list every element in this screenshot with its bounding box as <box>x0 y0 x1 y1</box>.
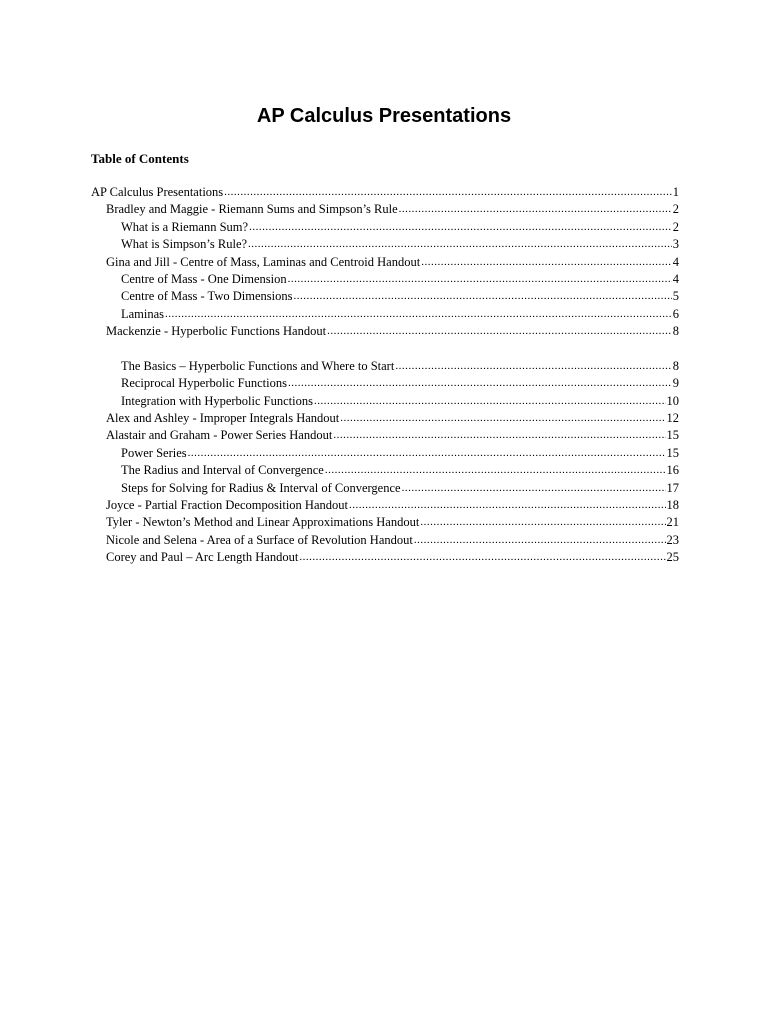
toc-entry[interactable] <box>91 532 679 549</box>
toc-dot-leader <box>314 393 666 410</box>
toc-entry-title: Alex and Ashley - Improper Integrals Handout <box>106 411 340 426</box>
toc-entry[interactable] <box>91 236 679 253</box>
toc-entry-title: What is Simpson’s Rule? <box>121 237 248 252</box>
toc-entry[interactable] <box>91 549 679 566</box>
toc-entry-page: 2 <box>672 219 679 234</box>
toc-dot-leader <box>399 201 672 218</box>
toc-dot-leader <box>248 236 672 253</box>
toc-entry-page: 4 <box>672 271 679 286</box>
toc-entry-page: 12 <box>666 411 679 426</box>
toc-dot-leader <box>333 427 665 444</box>
toc-entry-page: 15 <box>666 428 679 443</box>
toc-entry-title: Alastair and Graham - Power Series Handout <box>106 428 333 443</box>
toc-entry[interactable] <box>91 254 679 271</box>
toc-entry[interactable] <box>91 375 679 392</box>
toc-entry[interactable] <box>91 306 679 323</box>
toc-entry-title: Centre of Mass - One Dimension <box>121 271 287 286</box>
toc-dot-leader <box>165 306 672 323</box>
toc-entry-page: 9 <box>672 376 679 391</box>
toc-entry-title: The Basics – Hyperbolic Functions and Where to Start <box>121 358 395 373</box>
toc-dot-leader <box>402 480 666 497</box>
toc-entry[interactable] <box>91 480 679 497</box>
toc-entry-title: Corey and Paul – Arc Length Handout <box>106 550 299 565</box>
toc-dot-leader <box>340 410 665 427</box>
toc-dot-leader <box>420 514 665 531</box>
table-of-contents <box>91 184 679 567</box>
toc-entry-page: 2 <box>672 202 679 217</box>
toc-dot-leader <box>299 549 665 566</box>
toc-entry[interactable] <box>91 497 679 514</box>
toc-dot-leader <box>288 375 672 392</box>
toc-entry[interactable] <box>91 288 679 305</box>
toc-entry[interactable] <box>91 445 679 462</box>
toc-dot-leader <box>249 219 672 236</box>
document-title: AP Calculus Presentations <box>256 105 512 127</box>
toc-entry-title: What is a Riemann Sum? <box>121 219 249 234</box>
toc-heading: Table of Contents <box>91 151 189 166</box>
toc-dot-leader <box>327 323 672 340</box>
toc-entry-page: 6 <box>672 306 679 321</box>
toc-entry-page: 8 <box>672 358 679 373</box>
toc-entry-title: Integration with Hyperbolic Functions <box>121 393 313 408</box>
toc-entry[interactable] <box>91 462 679 479</box>
toc-dot-leader <box>288 271 672 288</box>
toc-entry-page: 15 <box>666 445 679 460</box>
toc-entry[interactable] <box>91 201 679 218</box>
toc-dot-leader <box>414 532 666 549</box>
toc-entry-title: Nicole and Selena - Area of a Surface of Revolution Handout <box>106 532 413 547</box>
toc-dot-leader <box>293 288 671 305</box>
toc-entry-title: Reciprocal Hyperbolic Functions <box>121 376 287 391</box>
toc-entry-title: AP Calculus Presentations <box>91 185 224 199</box>
toc-entry-title: Joyce - Partial Fraction Decomposition Handout <box>106 498 348 513</box>
toc-entry-title: Power Series <box>121 445 187 460</box>
toc-entry-page: 1 <box>672 185 679 199</box>
toc-entry-title: The Radius and Interval of Convergence <box>121 463 324 478</box>
toc-entry-page: 5 <box>672 289 679 304</box>
toc-entry-title: Laminas <box>121 306 165 321</box>
toc-entry[interactable] <box>91 410 679 427</box>
toc-entry-title: Tyler - Newton’s Method and Linear Approximations Handout <box>106 515 420 530</box>
toc-entry-page: 18 <box>666 498 679 513</box>
toc-dot-leader <box>395 358 671 375</box>
toc-dot-leader <box>325 462 666 479</box>
toc-entry[interactable] <box>91 184 679 201</box>
toc-entry-title: Centre of Mass - Two Dimensions <box>121 289 293 304</box>
toc-entry-title: Steps for Solving for Radius & Interval of Convergence <box>121 480 401 495</box>
toc-dot-leader <box>224 184 672 201</box>
toc-entry-title: Mackenzie - Hyperbolic Functions Handout <box>106 324 327 339</box>
toc-entry-page: 8 <box>672 324 679 339</box>
toc-entry[interactable] <box>91 323 679 340</box>
toc-entry[interactable] <box>91 271 679 288</box>
toc-dot-leader <box>421 254 672 271</box>
toc-entry[interactable] <box>91 427 679 444</box>
toc-entry-title: Gina and Jill - Centre of Mass, Laminas and Centroid Handout <box>106 254 421 269</box>
toc-entry-page: 4 <box>672 254 679 269</box>
toc-entry[interactable] <box>91 219 679 236</box>
toc-entry[interactable] <box>91 514 679 531</box>
toc-entry-page: 17 <box>666 480 679 495</box>
toc-entry-page: 16 <box>666 463 679 478</box>
toc-entry-page: 21 <box>666 515 679 530</box>
toc-entry-page: 25 <box>666 550 679 565</box>
toc-entry[interactable] <box>91 358 679 375</box>
toc-dot-leader <box>349 497 666 514</box>
toc-entry-title: Bradley and Maggie - Riemann Sums and Simpson’s Rule <box>106 202 398 217</box>
toc-entry-page: 23 <box>666 532 679 547</box>
toc-entry[interactable] <box>91 393 679 410</box>
toc-entry-page: 10 <box>666 393 679 408</box>
toc-entry-page: 3 <box>672 237 679 252</box>
toc-dot-leader <box>188 445 666 462</box>
